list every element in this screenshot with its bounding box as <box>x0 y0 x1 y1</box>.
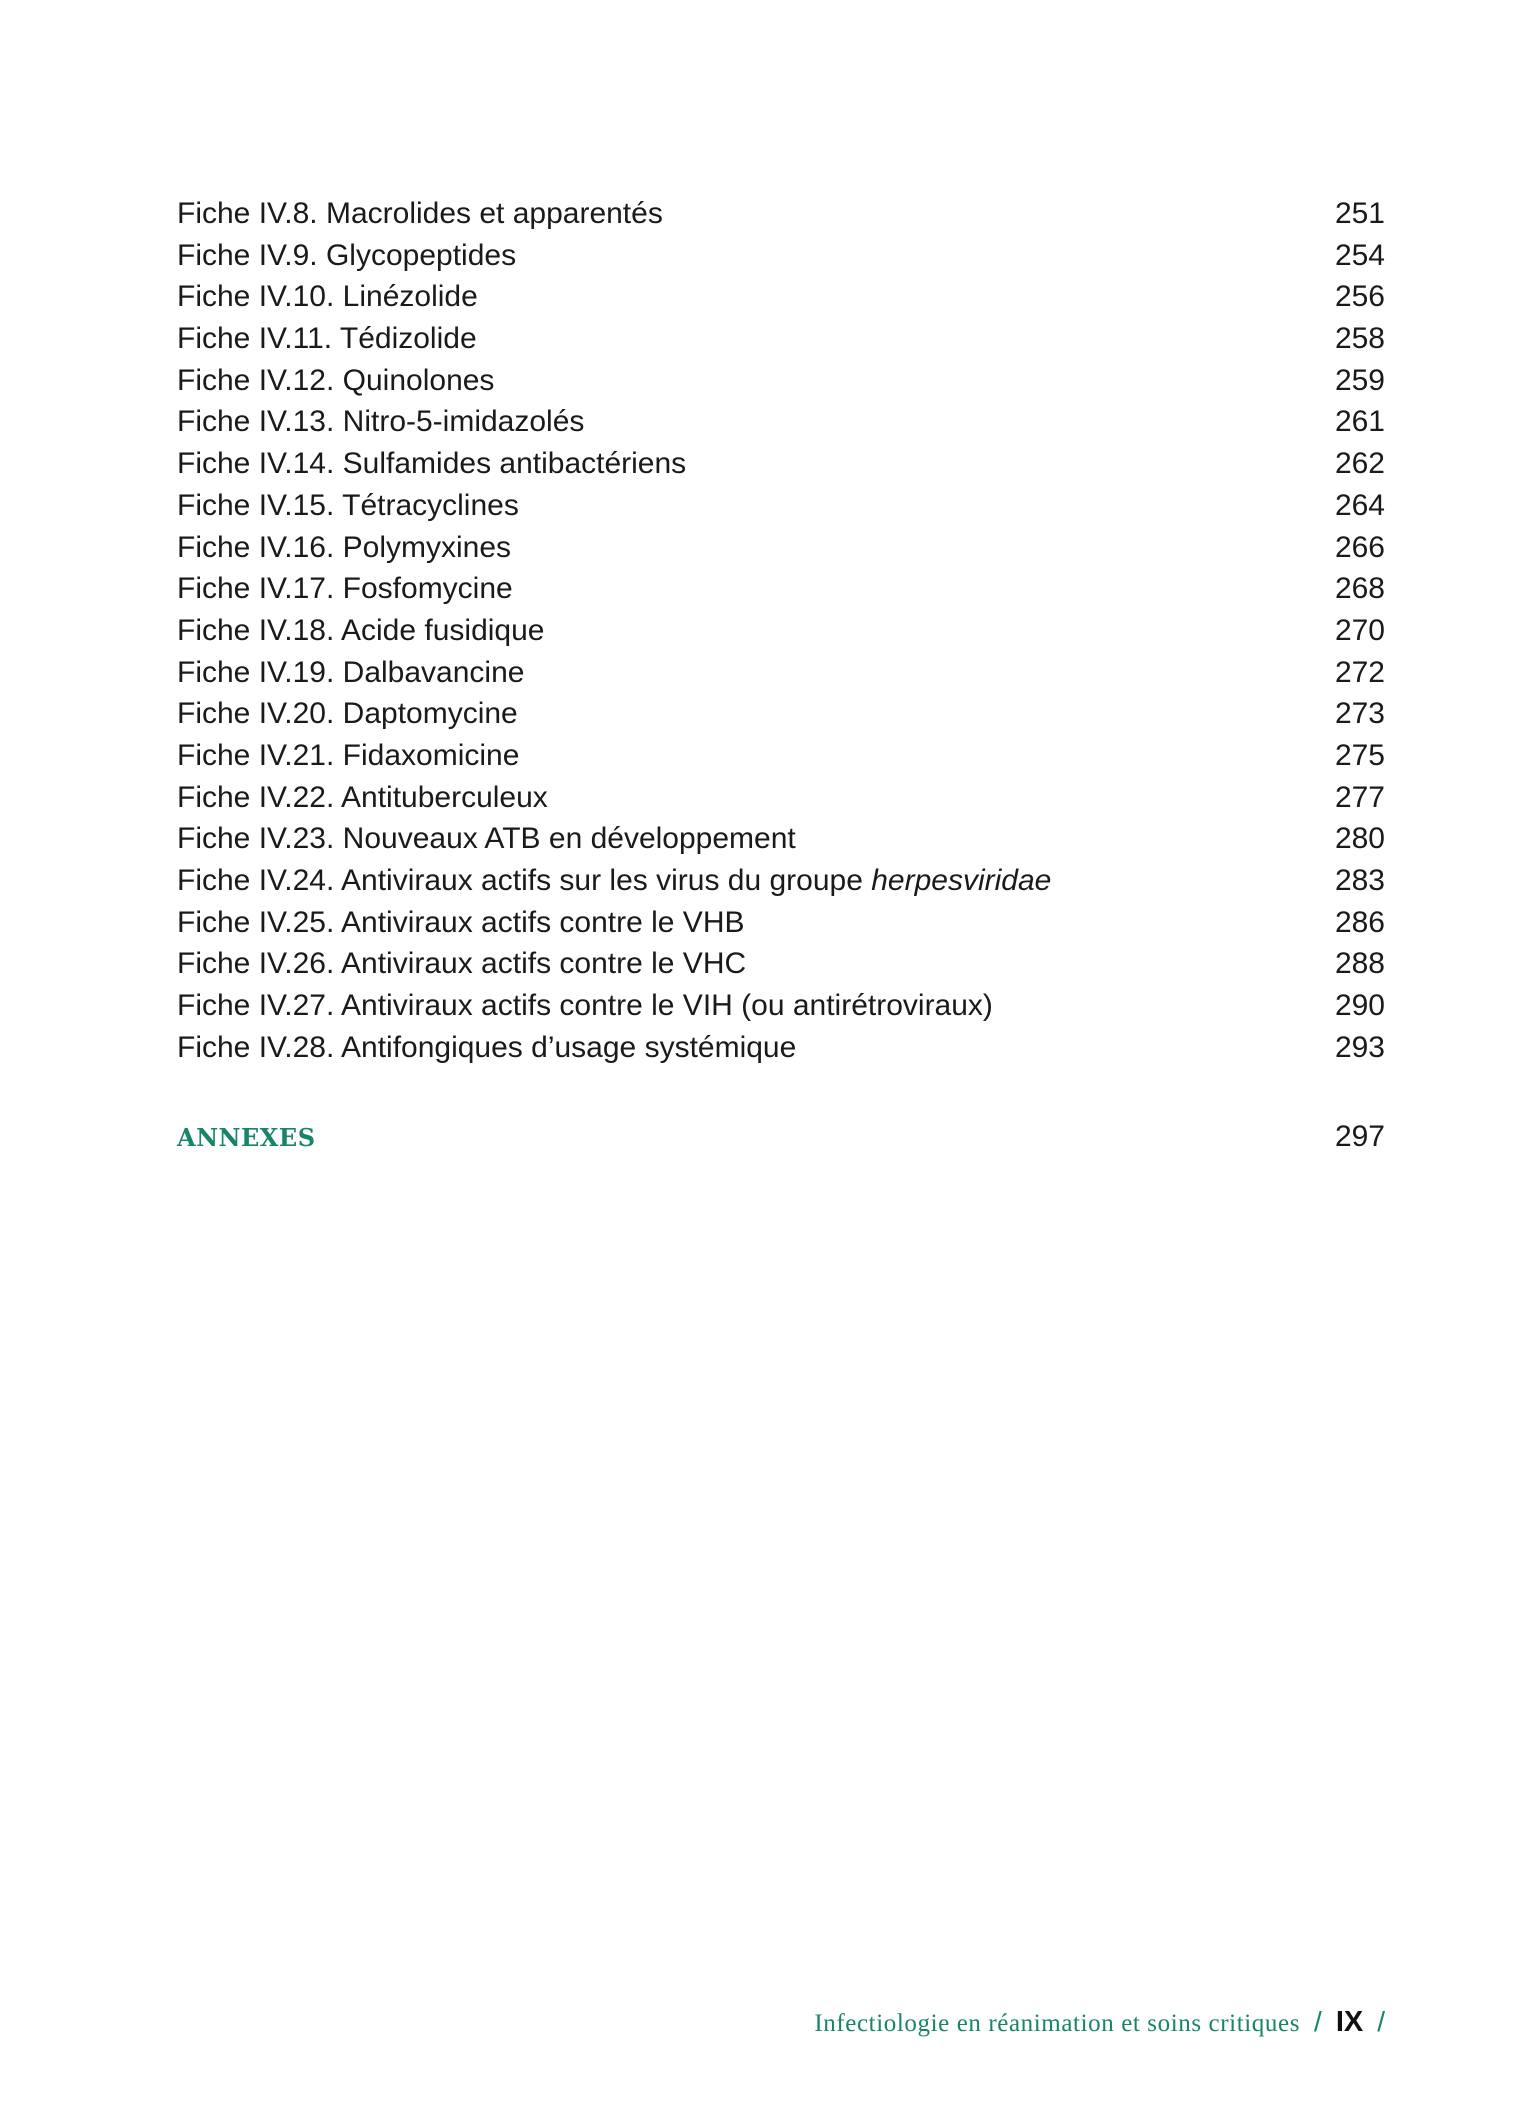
toc-entry-title: Fiche IV.19. Dalbavancine <box>177 655 525 689</box>
toc-entry[interactable] <box>177 818 1385 860</box>
toc-entry[interactable] <box>177 318 1385 360</box>
toc-entry[interactable] <box>177 777 1385 819</box>
toc-entry-title: Fiche IV.22. Antituberculeux <box>177 780 548 814</box>
toc-entry-page: 288 <box>1334 947 1385 981</box>
footer-page-number: IX <box>1335 2006 1364 2038</box>
toc-entry[interactable] <box>177 276 1385 318</box>
toc-entry-page: 264 <box>1334 488 1385 522</box>
toc-entry-title: Fiche IV.12. Quinolones <box>177 363 495 397</box>
toc-entry-page: 280 <box>1334 822 1385 856</box>
footer-separator-left: / <box>1314 2006 1322 2037</box>
toc-entry[interactable] <box>177 902 1385 944</box>
footer-book-title: Infectiologie en réanimation et soins critiques <box>814 2010 1301 2037</box>
toc-entry[interactable] <box>177 693 1385 735</box>
toc-entry-title-italic: herpesviridae <box>871 864 1052 897</box>
footer-separator-right: / <box>1377 2006 1385 2037</box>
toc-entry-title: Fiche IV.26. Antiviraux actifs contre le VHC <box>177 947 747 981</box>
toc-entry-page: 258 <box>1334 322 1385 356</box>
toc-entry-title: Fiche IV.27. Antiviraux actifs contre le VIH (ou antirétroviraux) <box>177 989 993 1023</box>
toc-entry-title: Fiche IV.20. Daptomycine <box>177 697 518 731</box>
toc-entry[interactable] <box>177 527 1385 569</box>
annexes-page: 297 <box>1334 1120 1385 1153</box>
toc-entry-page: 259 <box>1334 363 1385 397</box>
toc-entry-page: 251 <box>1334 197 1385 230</box>
toc-entry-page: 272 <box>1334 655 1385 689</box>
toc-entry[interactable] <box>177 985 1385 1027</box>
toc-entry[interactable] <box>177 652 1385 694</box>
toc-entry-page: 262 <box>1334 447 1385 481</box>
toc-entry-page: 273 <box>1334 697 1385 731</box>
toc-entry-title: Fiche IV.15. Tétracyclines <box>177 488 519 522</box>
toc-entry[interactable] <box>177 1027 1385 1069</box>
toc-entry-page: 286 <box>1334 905 1385 939</box>
toc-entry[interactable] <box>177 235 1385 277</box>
toc-entry-page: 283 <box>1334 864 1385 897</box>
toc-entry-title: Fiche IV.8. Macrolides et apparentés <box>177 197 663 230</box>
toc-entry-page: 266 <box>1334 530 1385 564</box>
annexes-heading: ANNEXES <box>177 1123 316 1152</box>
toc-entry-title: Fiche IV.23. Nouveaux ATB en développement <box>177 822 796 856</box>
toc-entry-title <box>177 860 1051 902</box>
toc-entry-page: 261 <box>1334 405 1385 439</box>
toc-entry-page: 254 <box>1334 238 1385 272</box>
toc-entry[interactable] <box>177 860 1385 902</box>
toc-entry[interactable] <box>177 401 1385 443</box>
toc-entry-page: 277 <box>1334 780 1385 814</box>
toc-entry[interactable] <box>177 735 1385 777</box>
page-footer <box>814 2000 1385 2044</box>
toc-entry[interactable] <box>177 443 1385 485</box>
toc-entry-page: 275 <box>1334 738 1385 772</box>
toc-entry-page: 268 <box>1334 572 1385 606</box>
toc-entry[interactable] <box>177 485 1385 527</box>
toc-entry-title: Fiche IV.28. Antifongiques d’usage systémique <box>177 1030 797 1064</box>
toc-entry-title: Fiche IV.13. Nitro-5-imidazolés <box>177 405 585 439</box>
toc-entry-page: 290 <box>1334 989 1385 1023</box>
toc-entry[interactable] <box>177 568 1385 610</box>
toc-entry-title: Fiche IV.21. Fidaxomicine <box>177 738 520 772</box>
toc-entry-title-text: Fiche IV.24. Antiviraux actifs sur les virus du groupe <box>177 864 872 897</box>
toc-entry-title: Fiche IV.17. Fosfomycine <box>177 572 513 606</box>
toc-entry[interactable] <box>177 943 1385 985</box>
toc-entry-title: Fiche IV.16. Polymyxines <box>177 530 512 564</box>
toc-entry-title: Fiche IV.11. Tédizolide <box>177 322 477 356</box>
toc-entry-title: Fiche IV.18. Acide fusidique <box>177 613 545 647</box>
toc-entry[interactable] <box>177 360 1385 402</box>
toc-entry-page: 256 <box>1334 280 1385 314</box>
toc-entry-page: 293 <box>1334 1030 1385 1064</box>
toc-entry-title: Fiche IV.25. Antiviraux actifs contre le VHB <box>177 905 745 939</box>
table-of-contents <box>177 193 1385 1068</box>
toc-entry[interactable] <box>177 193 1385 235</box>
toc-entry-title: Fiche IV.14. Sulfamides antibactériens <box>177 447 687 481</box>
toc-entry[interactable] <box>177 610 1385 652</box>
toc-entry-title: Fiche IV.10. Linézolide <box>177 280 478 314</box>
toc-annexes-entry[interactable] <box>177 1116 1385 1158</box>
toc-entry-page: 270 <box>1334 613 1385 647</box>
toc-entry-title: Fiche IV.9. Glycopeptides <box>177 238 517 272</box>
